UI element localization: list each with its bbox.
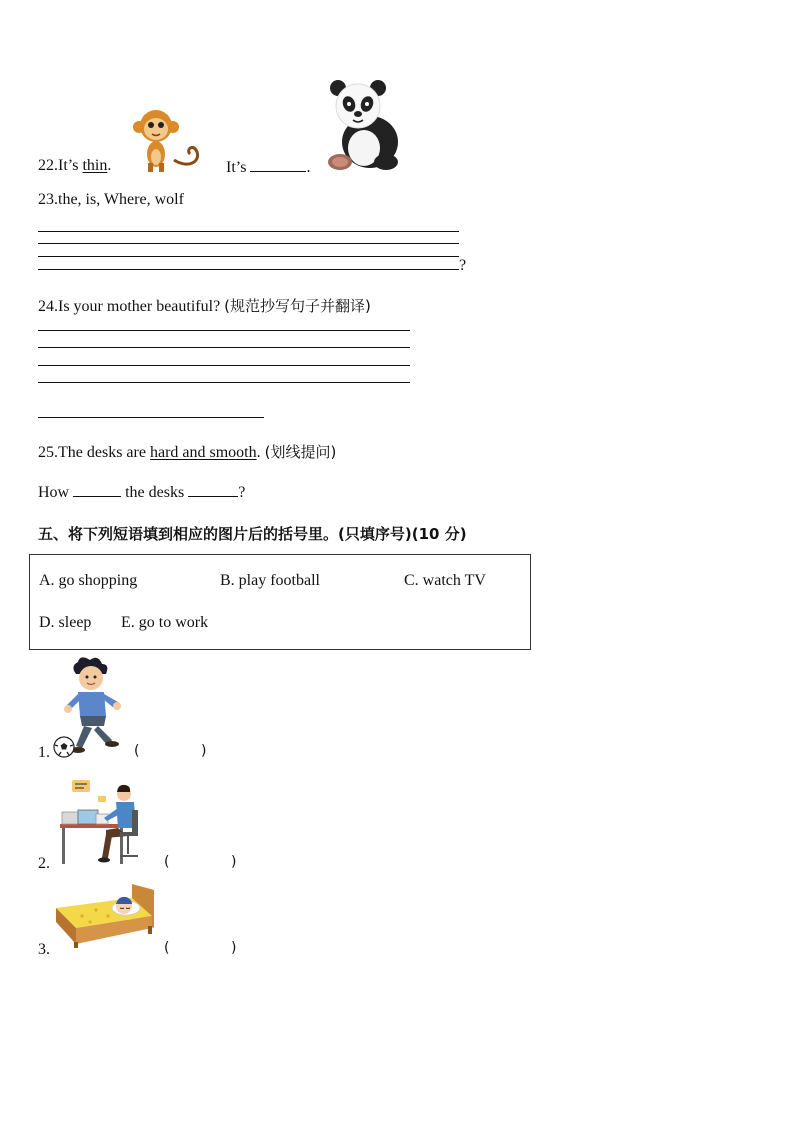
option-a: A. go shopping: [39, 572, 138, 589]
option-c: C. watch TV: [404, 572, 486, 589]
picture-2-number: 2.: [38, 855, 50, 872]
q24-prompt: 24.Is your mother beautiful? (规范抄写句子并翻译): [38, 297, 371, 315]
child-sleeping-in-bed-icon: [52, 882, 156, 950]
picture-2-close-paren: ): [231, 854, 237, 870]
q25-blank-1[interactable]: [73, 482, 121, 497]
writing-line[interactable]: [38, 243, 459, 244]
q23-prompt: 23.the, is, Where, wolf: [38, 191, 184, 208]
q25-underlined-phrase: hard and smooth: [149, 444, 257, 461]
picture-1-open-paren: (: [134, 743, 140, 759]
picture-1-answer-slot[interactable]: [142, 742, 198, 760]
man-working-at-desk-icon: [58, 778, 148, 866]
writing-line[interactable]: [38, 231, 459, 232]
options-box: [29, 554, 531, 650]
option-e: E. go to work: [121, 614, 209, 631]
q22-answer-blank[interactable]: [250, 157, 306, 172]
q23-question-mark: ?: [459, 257, 467, 274]
translation-line[interactable]: [38, 417, 264, 418]
panda-icon: [322, 78, 404, 172]
picture-2-answer-slot[interactable]: [172, 853, 228, 871]
picture-1-number: 1.: [38, 744, 50, 761]
writing-line[interactable]: [38, 347, 410, 348]
q22-text: 22.It’s thin.: [38, 157, 112, 174]
picture-1-close-paren: ): [201, 743, 207, 759]
option-b: B. play football: [220, 572, 320, 589]
writing-line[interactable]: [38, 330, 410, 331]
picture-2-open-paren: (: [164, 854, 170, 870]
picture-3-open-paren: (: [164, 940, 170, 956]
q25-answer-line: How the desks ?: [38, 484, 246, 501]
q22-answer: It’s .: [226, 159, 311, 176]
writing-line[interactable]: [38, 256, 459, 257]
football-icon: [53, 736, 75, 758]
writing-line[interactable]: [38, 365, 410, 366]
picture-3-number: 3.: [38, 941, 50, 958]
picture-3-close-paren: ): [231, 940, 237, 956]
monkey-icon: [130, 108, 210, 174]
picture-3-answer-slot[interactable]: [172, 939, 228, 957]
q22-underlined-word: thin: [82, 157, 108, 174]
section-five-heading: 五、将下列短语填到相应的图片后的括号里。(只填序号)(10 分): [38, 525, 467, 543]
writing-line[interactable]: [38, 269, 459, 270]
writing-line[interactable]: [38, 382, 410, 383]
q25-blank-2[interactable]: [188, 482, 238, 497]
q25-prompt: 25.The desks are hard and smooth. (划线提问): [38, 443, 337, 461]
option-d: D. sleep: [39, 614, 92, 631]
